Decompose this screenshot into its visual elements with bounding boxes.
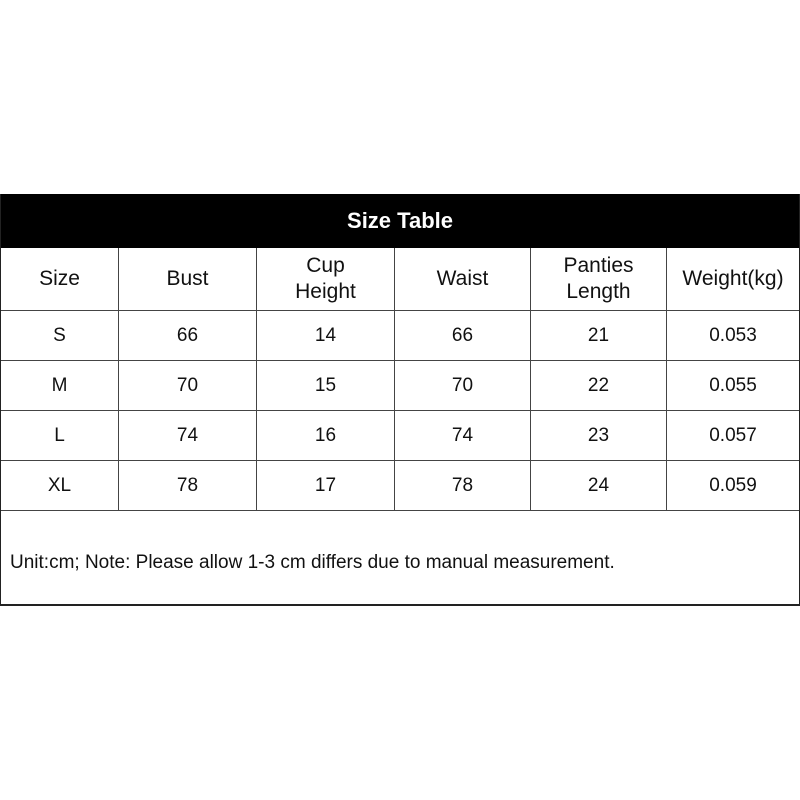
size-table — [0, 194, 800, 606]
size-grid — [1, 248, 799, 511]
header-cup-height-line1: Cup — [306, 254, 345, 277]
cell-waist: 74 — [395, 411, 531, 461]
cell-size: M — [1, 361, 119, 411]
cell-weight: 0.055 — [667, 361, 799, 411]
header-size-label: Size — [39, 267, 80, 290]
header-waist-label: Waist — [436, 267, 489, 290]
cell-panties-length: 23 — [531, 411, 667, 461]
cell-bust: 78 — [119, 461, 257, 511]
header-size — [1, 248, 119, 311]
header-cup-height-line2: Height — [295, 280, 356, 303]
cell-size: XL — [1, 461, 119, 511]
cell-weight: 0.057 — [667, 411, 799, 461]
table-title — [1, 194, 799, 248]
header-cup-height — [257, 248, 395, 311]
measurement-note-text: Unit:cm; Note: Please allow 1-3 cm differs due to manual measurement. — [10, 551, 615, 573]
cell-cup-height: 14 — [257, 311, 395, 361]
header-panties-length-line1: Panties — [563, 254, 634, 277]
header-bust-label: Bust — [166, 267, 209, 290]
table-title-text: Size Table — [347, 208, 453, 233]
cell-size: L — [1, 411, 119, 461]
cell-waist: 66 — [395, 311, 531, 361]
cell-waist: 78 — [395, 461, 531, 511]
cell-waist: 70 — [395, 361, 531, 411]
header-weight — [667, 248, 799, 311]
cell-cup-height: 15 — [257, 361, 395, 411]
cell-panties-length: 21 — [531, 311, 667, 361]
cell-weight: 0.053 — [667, 311, 799, 361]
cell-panties-length: 24 — [531, 461, 667, 511]
cell-bust: 70 — [119, 361, 257, 411]
header-bust — [119, 248, 257, 311]
cell-cup-height: 16 — [257, 411, 395, 461]
header-panties-length — [531, 248, 667, 311]
header-weight-label: Weight(kg) — [682, 267, 784, 290]
measurement-note — [1, 511, 799, 608]
header-waist — [395, 248, 531, 311]
header-panties-length-line2: Length — [566, 280, 631, 303]
cell-weight: 0.059 — [667, 461, 799, 511]
cell-size: S — [1, 311, 119, 361]
cell-bust: 74 — [119, 411, 257, 461]
cell-bust: 66 — [119, 311, 257, 361]
cell-panties-length: 22 — [531, 361, 667, 411]
cell-cup-height: 17 — [257, 461, 395, 511]
